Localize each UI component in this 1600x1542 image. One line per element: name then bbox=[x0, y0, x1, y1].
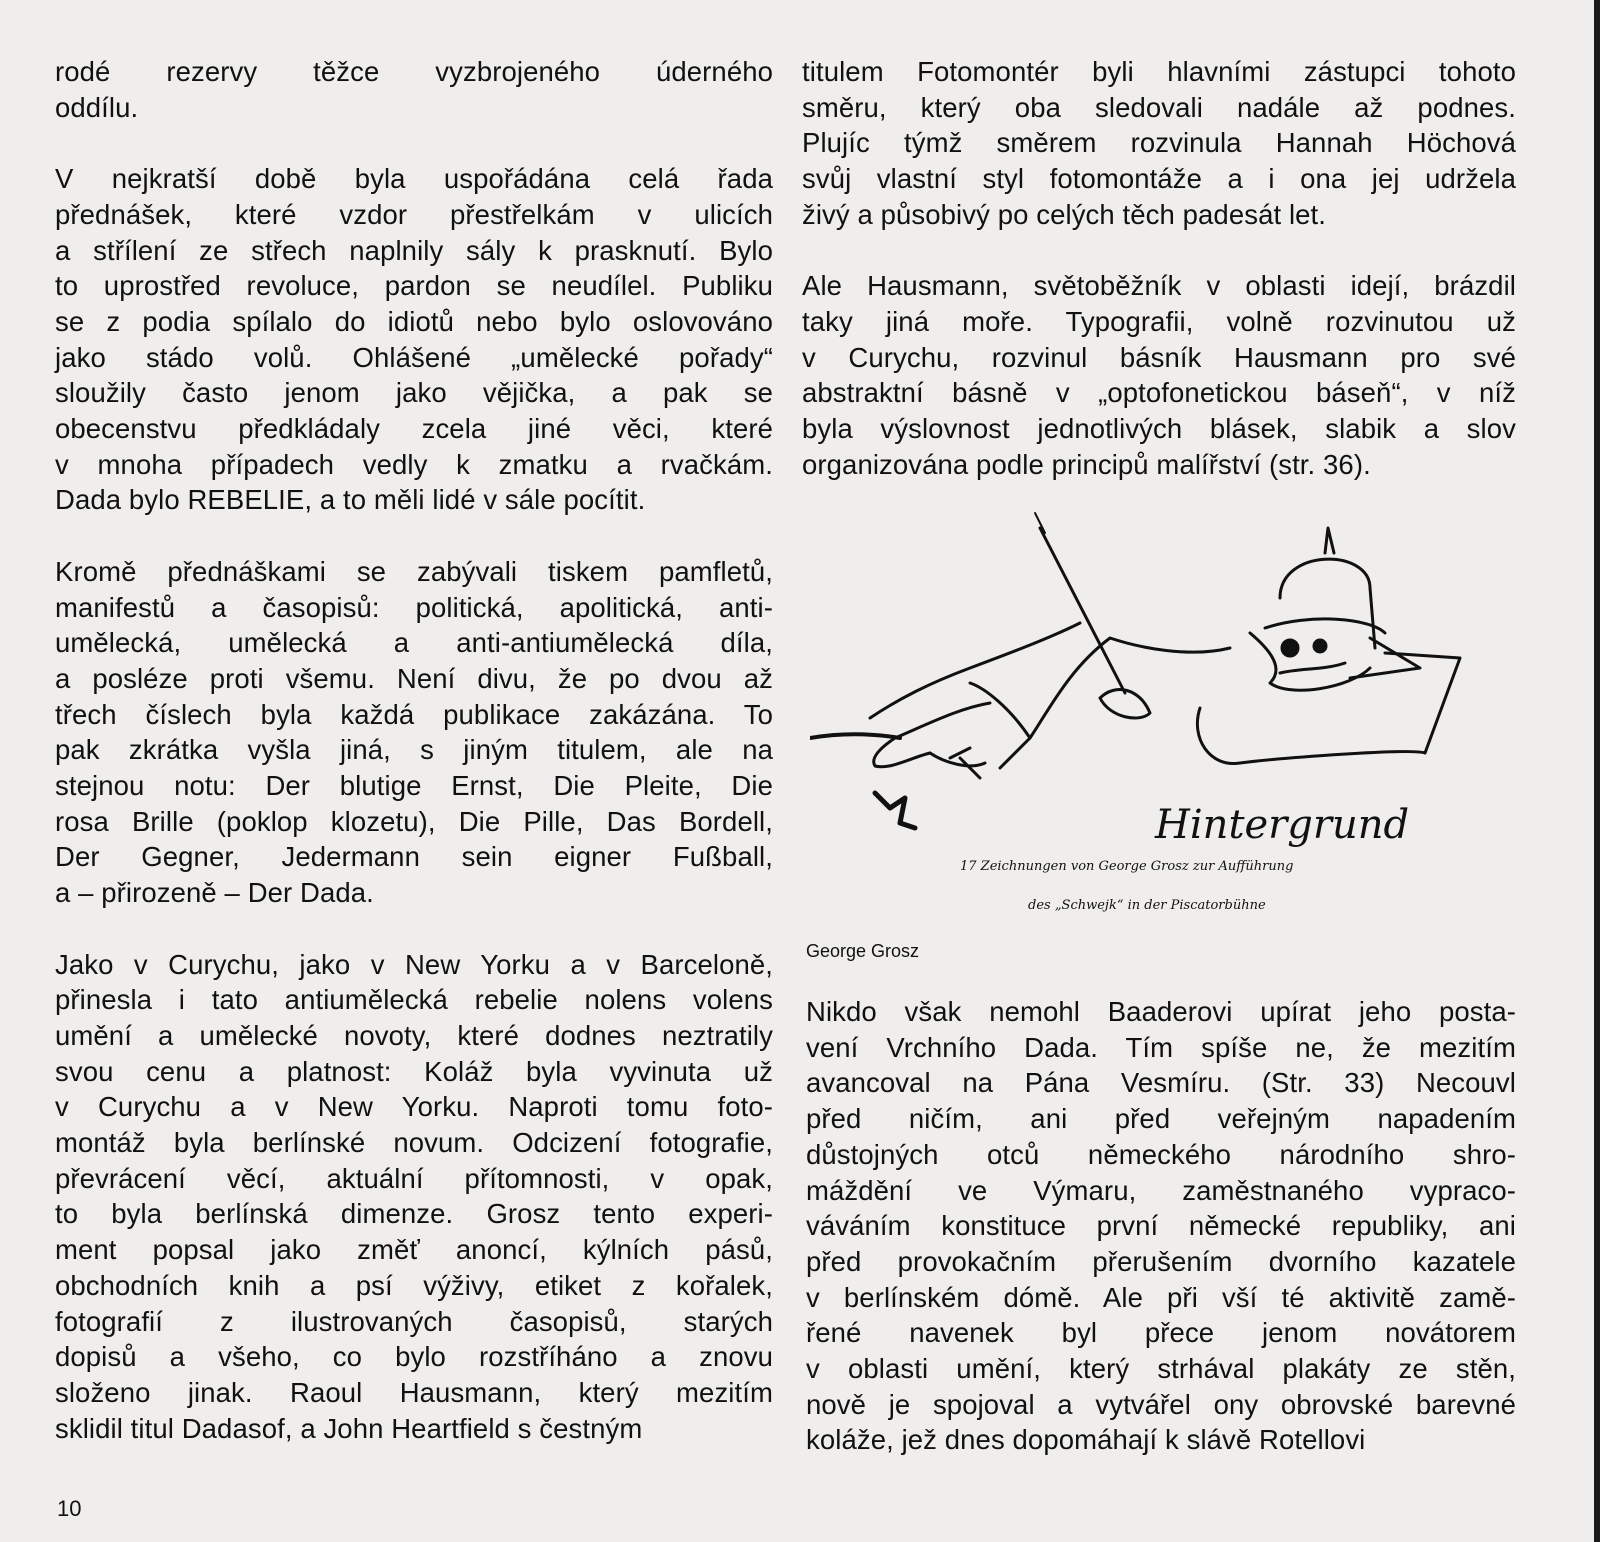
paragraph bbox=[55, 554, 773, 911]
text-line: sloužily často jenom jako vějička, a pak se bbox=[55, 377, 773, 409]
text-line: v Curychu a v New Yorku. Naproti tomu foto- bbox=[55, 1091, 773, 1123]
text-line: důstojných otců německého národního shro- bbox=[806, 1138, 1516, 1170]
left-text-column bbox=[55, 54, 773, 1446]
text-line: v berlínském dómě. Ale při vší té aktivitě zamě- bbox=[806, 1281, 1516, 1313]
drawing-subtitle-2: des „Schwejk“ in der Piscatorbühne bbox=[1028, 898, 1266, 913]
text-line: manifestů a časopisů: politická, apolitická, anti- bbox=[55, 591, 773, 623]
text-line: abstraktní básně v „optofonetickou báseň“, v níž bbox=[802, 377, 1516, 409]
text-line: Nikdo však nemohl Baaderovi upírat jeho posta- bbox=[806, 996, 1516, 1027]
text-line: složeno jinak. Raoul Hausmann, který mezitím bbox=[55, 1376, 773, 1408]
text-line: obecenstvu předkládaly zcela jiné věci, které bbox=[55, 413, 773, 445]
text-line: Plujíc týmž směrem rozvinula Hannah Höchová bbox=[802, 127, 1516, 159]
text-line: rosa Brille (poklop klozetu), Die Pille, Das Bordell, bbox=[55, 805, 773, 837]
text-line: oddílu. bbox=[55, 91, 139, 123]
text-line: Der Gegner, Jedermann sein eigner Fußball, bbox=[55, 841, 773, 873]
text-line: přednášek, které vzdor přestřelkám v ulicích bbox=[55, 198, 773, 230]
paragraph bbox=[55, 54, 773, 125]
text-line: byla výslovnost jednotlivých blásek, slabik a slov bbox=[802, 413, 1516, 445]
text-line: před provokačním přerušením dvorního kazatele bbox=[806, 1245, 1516, 1277]
text-line: a posléze proti všemu. Není divu, že po dvou až bbox=[55, 662, 773, 694]
text-line: organizována podle principů malířství (str. 36). bbox=[802, 448, 1371, 480]
text-line: rodé rezervy těžce vyzbrojeného úderného bbox=[55, 56, 773, 87]
text-line: a – přirozeně – Der Dada. bbox=[55, 877, 374, 909]
text-line: Jako v Curychu, jako v New Yorku a v Barceloně, bbox=[55, 948, 773, 980]
text-line: váváním konstituce první německé republiky, ani bbox=[806, 1210, 1516, 1242]
text-line: to byla berlínská dimenze. Grosz tento experi- bbox=[55, 1198, 773, 1230]
text-line: to uprostřed revoluce, pardon se neudílel. Publiku bbox=[55, 270, 773, 302]
text-line: jako stádo volů. Ohlášené „umělecké pořady“ bbox=[55, 341, 773, 373]
text-line: přinesla i tato antiumělecká rebelie nolens volens bbox=[55, 984, 773, 1016]
paragraph bbox=[55, 947, 773, 1447]
text-line: obchodních knih a psí výživy, etiket z kořalek, bbox=[55, 1269, 773, 1301]
text-line: pak zkrátka vyšla jiná, s jiným titulem, ale na bbox=[55, 734, 773, 766]
text-line: nově je spojoval a vytvářel ony obrovské barevné bbox=[806, 1388, 1516, 1420]
drawing-subtitle-1: 17 Zeichnungen von George Grosz zur Aufführung bbox=[960, 859, 1294, 874]
paragraph bbox=[55, 161, 773, 518]
page-number: 10 bbox=[57, 1496, 82, 1521]
text-line: umění a umělecké novoty, které dodnes neztratily bbox=[55, 1019, 773, 1051]
text-line: sklidil titul Dadasof, a John Heartfield s čestným bbox=[55, 1412, 643, 1444]
paragraph bbox=[802, 54, 1516, 233]
text-line: převrácení věcí, aktuální přítomnosti, v opak, bbox=[55, 1162, 773, 1194]
page-edge-shadow bbox=[1594, 0, 1600, 1542]
text-line: máždění ve Výmaru, zaměstnaného vypraco- bbox=[806, 1174, 1516, 1206]
text-line: koláže, jež dnes dopomáhají k slávě Rotellovi bbox=[806, 1424, 1366, 1456]
text-line: svou cenu a platnost: Koláž byla vyvinuta už bbox=[55, 1055, 773, 1087]
ink-scribble bbox=[875, 793, 915, 828]
text-line: avancoval na Pána Vesmíru. (Str. 33) Necouvl bbox=[806, 1067, 1516, 1099]
text-line: fotografií z ilustrovaných časopisů, starých bbox=[55, 1305, 773, 1337]
drawing-title: Hintergrund bbox=[1155, 802, 1410, 848]
text-line: taky jiná moře. Typografii, volně rozvinutou už bbox=[802, 305, 1516, 337]
right-top-text-column bbox=[802, 54, 1516, 482]
text-line: v mnoha případech vedly k zmatku a rvačkám. bbox=[55, 448, 773, 480]
text-line: v oblasti umění, který strhával plakáty ze stěn, bbox=[806, 1353, 1516, 1385]
text-line: vení Vrchního Dada. Tím spíše ne, že mezitím bbox=[806, 1031, 1516, 1063]
text-line: a střílení ze střech naplnily sály k prasknutí. Bylo bbox=[55, 234, 773, 266]
text-line: titulem Fotomontér byli hlavními zástupci tohoto bbox=[802, 56, 1516, 87]
text-line: v Curychu, rozvinul básník Hausmann pro své bbox=[802, 341, 1516, 373]
sword bbox=[1040, 528, 1125, 693]
helmet-spike bbox=[1325, 528, 1334, 553]
text-line: řené navenek byl přece jenom novátorem bbox=[806, 1317, 1516, 1349]
grosz-drawing bbox=[810, 508, 1500, 878]
text-line: svůj vlastní styl fotomontáže a i ona jej udržela bbox=[802, 163, 1516, 195]
text-line: třech číslech byla každá publikace zakázána. To bbox=[55, 698, 773, 730]
text-line: Kromě přednáškami se zabývali tiskem pamfletů, bbox=[55, 555, 773, 587]
paragraph bbox=[802, 268, 1516, 482]
text-line: ment popsal jako změť anoncí, kýlních pásů, bbox=[55, 1234, 773, 1266]
text-line: umělecká, umělecká a anti-antiumělecká díla, bbox=[55, 627, 773, 659]
text-line: před ničím, ani před veřejným napadením bbox=[806, 1103, 1516, 1135]
soldier-body bbox=[1197, 708, 1425, 764]
text-line: stejnou notu: Der blutige Ernst, Die Pleite, Die bbox=[55, 770, 773, 802]
text-line: Ale Hausmann, světoběžník v oblasti idejí, brázdil bbox=[802, 270, 1516, 302]
text-line: živý a působivý po celých těch padesát let. bbox=[802, 198, 1327, 230]
text-line: V nejkratší době byla uspořádána celá řada bbox=[55, 163, 773, 195]
text-line: Dada bylo REBELIE, a to měli lidé v sále pocítit. bbox=[55, 484, 646, 516]
soldier-face bbox=[1250, 633, 1370, 690]
right-bottom-text-column bbox=[806, 994, 1516, 1458]
text-line: směru, který oba sledovali nadále až podnes. bbox=[802, 91, 1516, 123]
text-line: montáž byla berlínské novum. Odcizení fotografie, bbox=[55, 1127, 773, 1159]
text-line: se z podia spílalo do idiotů nebo bylo oslovováno bbox=[55, 305, 773, 337]
helmet-outline bbox=[1280, 559, 1375, 648]
reaching-arm bbox=[870, 623, 1080, 718]
image-credit: George Grosz bbox=[806, 941, 920, 961]
paragraph bbox=[806, 994, 1516, 1458]
text-line: dopisů a všeho, co bylo rozstříháno a znovu bbox=[55, 1341, 773, 1373]
